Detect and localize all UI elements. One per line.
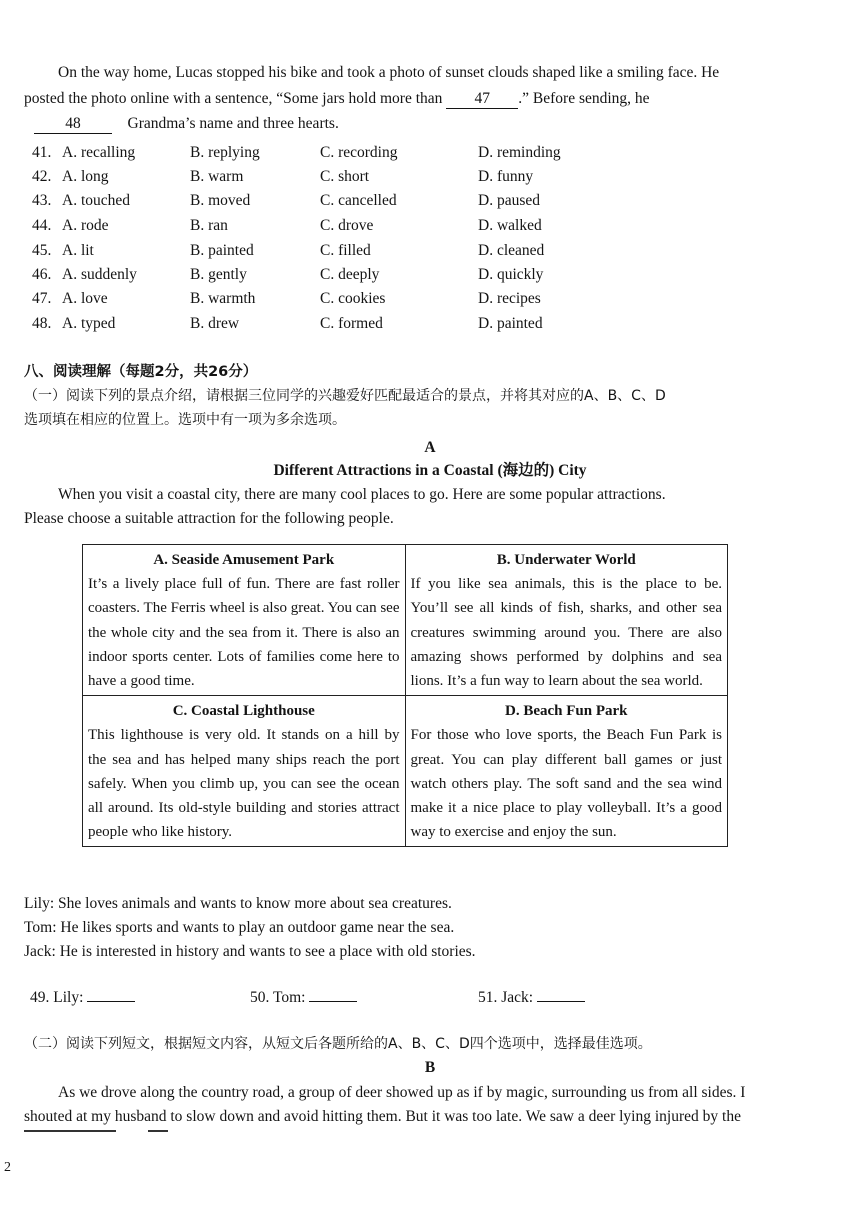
passage-a-title: Different Attractions in a Coastal (海边的) City [273, 462, 587, 479]
attraction-title: D. Beach Fun Park [504, 703, 628, 720]
attraction-title: A. Seaside Amusement Park [153, 552, 335, 568]
passage-line-2 [24, 88, 650, 110]
attraction-title: B. Underwater World [496, 552, 636, 568]
option-c[interactable]: C. filled [320, 242, 371, 259]
option-a[interactable]: A. suddenly [62, 266, 137, 283]
option-c[interactable]: C. drove [320, 217, 374, 234]
person-lily: Lily: She loves animals and wants to know more about sea creatures. [24, 895, 452, 912]
passage-a-intro-2: Please choose a suitable attraction for the following people. [24, 510, 394, 527]
answer-jack [478, 987, 585, 1009]
section-instruction-line-1: （一）阅读下列的景点介绍，请根据三位同学的兴趣爱好匹配最适合的景点，并将其对应的A、B、C、D [24, 388, 666, 404]
option-b[interactable]: B. gently [190, 266, 247, 283]
question-number: 42. [32, 168, 52, 185]
option-d[interactable]: D. painted [478, 315, 543, 332]
option-c[interactable]: C. deeply [320, 266, 380, 283]
option-b[interactable]: B. drew [190, 315, 240, 332]
question-number: 47. [32, 290, 52, 307]
option-d[interactable]: D. paused [478, 192, 540, 209]
option-d[interactable]: D. quickly [478, 266, 544, 283]
option-d[interactable]: D. reminding [478, 144, 561, 161]
blank-48[interactable]: 48 [34, 115, 112, 134]
option-a[interactable]: A. long [62, 168, 109, 185]
person-tom: Tom: He likes sports and wants to play an outdoor game near the sea. [24, 919, 455, 936]
section-b-instruction: （二）阅读下列短文，根据短文内容，从短文后各题所给的A、B、C、D四个选项中，选择最佳选项。 [24, 1036, 652, 1052]
passage-line-1: On the way home, Lucas stopped his bike and took a photo of sunset clouds shaped like a smiling face. He [58, 64, 720, 81]
answer-lily [30, 987, 135, 1009]
option-a[interactable]: A. love [62, 290, 108, 307]
section-instruction-line-2: 选项填在相应的位置上。选项中有一项为多余选项。 [24, 412, 346, 428]
option-b[interactable]: B. warmth [190, 290, 256, 307]
question-number: 45. [32, 242, 52, 259]
answer-tom [250, 987, 357, 1009]
option-d[interactable]: D. cleaned [478, 242, 545, 259]
passage-label-a: A [424, 439, 436, 456]
option-a[interactable]: A. typed [62, 315, 116, 332]
answer-label: 51. Jack: [478, 989, 534, 1006]
attraction-cell-d [405, 696, 728, 847]
attraction-title: C. Coastal Lighthouse [172, 703, 315, 720]
attraction-text: For those who love sports, the Beach Fun Park is great. You can play different ball games or just watch others play. The soft sand and the sea wind make it a nice place to play volleyball. It’s a good way to exercise and enjoy the sun. [410, 727, 722, 841]
option-a[interactable]: A. recalling [62, 144, 136, 161]
option-d[interactable]: D. recipes [478, 290, 541, 307]
answer-blank-50[interactable] [309, 987, 357, 1002]
option-a[interactable]: A. lit [62, 242, 94, 259]
attraction-cell-c [83, 696, 406, 847]
option-b[interactable]: B. painted [190, 242, 254, 259]
question-number: 41. [32, 144, 52, 161]
pen-underline-mark [24, 1130, 116, 1132]
passage-b-line-2: shouted at my husband to slow down and avoid hitting them. But it was too late. We saw a deer lying injured by the [24, 1108, 741, 1125]
attractions-table [82, 544, 728, 847]
option-c[interactable]: C. cancelled [320, 192, 397, 209]
answer-blank-51[interactable] [537, 987, 585, 1002]
passage-line-2a: posted the photo online with a sentence, “Some jars hold more than [24, 90, 443, 107]
passage-line-3b: Grandma’s name and three hearts. [127, 115, 339, 132]
question-number: 46. [32, 266, 52, 283]
option-c[interactable]: C. short [320, 168, 370, 185]
person-jack: Jack: He is interested in history and wants to see a place with old stories. [24, 943, 476, 960]
option-b[interactable]: B. replying [190, 144, 260, 161]
passage-line-2b: .” Before sending, he [518, 90, 650, 107]
page-number: 2 [4, 1160, 11, 1175]
passage-a-intro-1: When you visit a coastal city, there are many cool places to go. Here are some popular attractions. [58, 486, 666, 503]
option-c[interactable]: C. cookies [320, 290, 386, 307]
answer-blank-49[interactable] [87, 987, 135, 1002]
section-heading: 八、阅读理解（每题2分，共26分） [24, 364, 258, 380]
blank-47[interactable]: 47 [446, 90, 518, 109]
option-d[interactable]: D. funny [478, 168, 534, 185]
question-number: 44. [32, 217, 52, 234]
answer-label: 49. Lily: [30, 989, 84, 1006]
passage-line-3 [34, 113, 339, 135]
attraction-cell-b [405, 545, 728, 696]
question-number: 48. [32, 315, 52, 332]
option-a[interactable]: A. touched [62, 192, 131, 209]
option-a[interactable]: A. rode [62, 217, 109, 234]
option-c[interactable]: C. formed [320, 315, 383, 332]
option-d[interactable]: D. walked [478, 217, 542, 234]
attraction-cell-a [83, 545, 406, 696]
option-b[interactable]: B. ran [190, 217, 228, 234]
pen-underline-mark [148, 1130, 168, 1132]
attraction-text: If you like sea animals, this is the place to be. You’ll see all kinds of fish, sharks, and other sea creatures swimming around you. There are also amazing shows performed by dolphins and sea lions. It’s a fun way to learn about the sea world. [410, 576, 722, 690]
attraction-text: It’s a lively place full of fun. There are fast roller coasters. The Ferris wheel is also great. You can see the whole city and the sea from it. There is also an indoor sports center. Lots of families come here to have a good time. [88, 576, 400, 690]
answer-label: 50. Tom: [250, 989, 306, 1006]
attraction-text: This lighthouse is very old. It stands on a hill by the sea and has helped many ships reach the port safely. When you climb up, you can see the ocean all around. Its old-style building and stories attract people who like history. [88, 727, 400, 841]
question-number: 43. [32, 192, 52, 209]
passage-b-line-1: As we drove along the country road, a group of deer showed up as if by magic, surrounding us from all sides. I [58, 1084, 746, 1101]
option-b[interactable]: B. moved [190, 192, 251, 209]
passage-label-b: B [424, 1059, 436, 1076]
option-c[interactable]: C. recording [320, 144, 398, 161]
option-b[interactable]: B. warm [190, 168, 244, 185]
